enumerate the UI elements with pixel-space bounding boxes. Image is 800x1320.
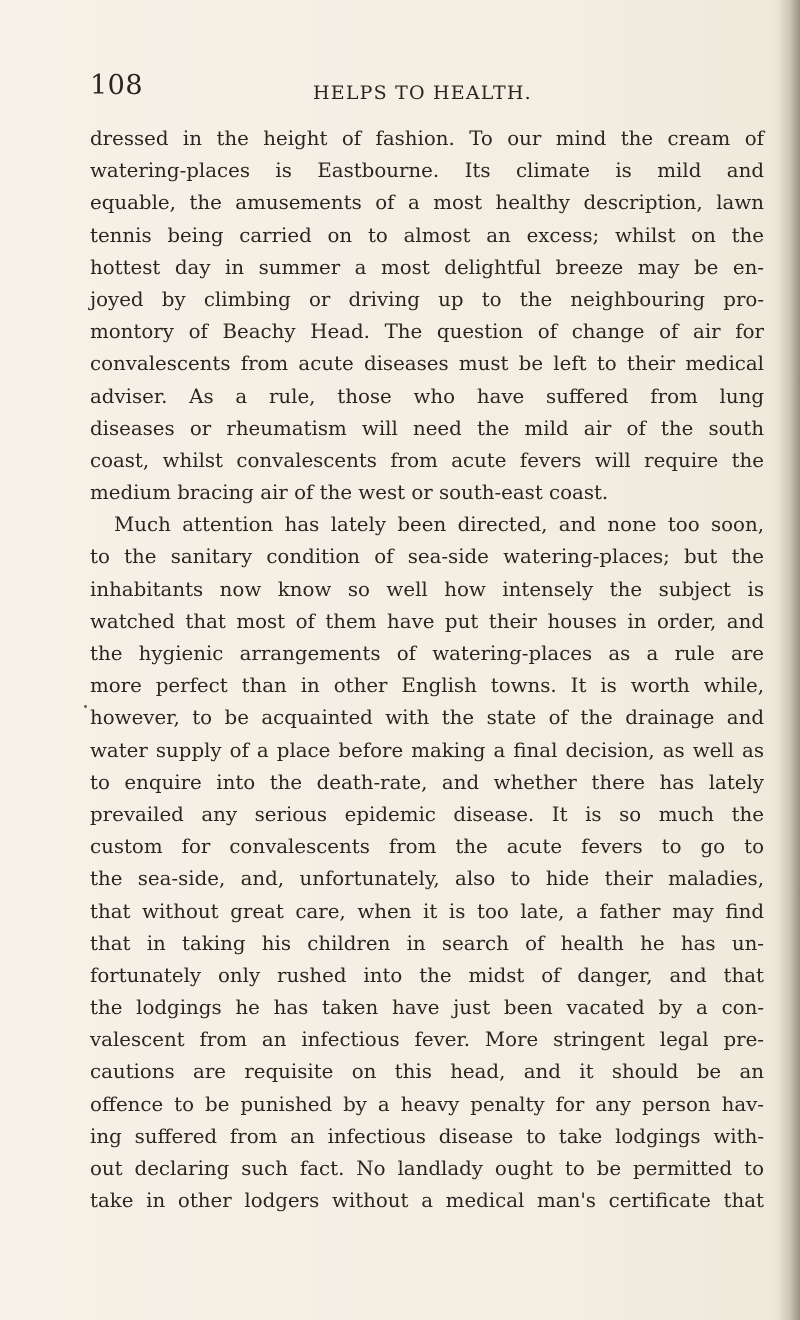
text-line: to the sanitary condition of sea-side watering-places; but the bbox=[90, 545, 764, 569]
text-line: coast, whilst convalescents from acute fevers will require the bbox=[90, 448, 764, 472]
text-line: custom for convalescents from the acute fevers to go to bbox=[90, 835, 764, 859]
text-line: watering-places is Eastbourne. Its climate is mild and bbox=[90, 159, 764, 183]
text-line: fortunately only rushed into the midst of danger, and that bbox=[90, 963, 764, 987]
page-edge-shadow bbox=[778, 0, 800, 1320]
text-line: valescent from an infectious fever. More stringent legal pre- bbox=[90, 1028, 764, 1052]
text-line: however, to be acquainted with the state of the drainage and bbox=[90, 706, 764, 730]
text-line: water supply of a place before making a final decision, as well as bbox=[90, 738, 764, 762]
text-line: that without great care, when it is too late, a father may find bbox=[90, 899, 764, 923]
text-line: take in other lodgers without a medical man's certificate that bbox=[90, 1189, 764, 1213]
text-line: watched that most of them have put their houses in order, and bbox=[90, 609, 764, 633]
text-line: dressed in the height of fashion. To our mind the cream of bbox=[90, 127, 764, 150]
running-head: HELPS TO HEALTH. bbox=[313, 82, 532, 104]
text-line: the sea-side, and, unfortunately, also to hide their maladies, bbox=[90, 867, 764, 891]
text-line: equable, the amusements of a most healthy description, lawn bbox=[90, 191, 764, 215]
text-line: ing suffered from an infectious disease to take lodgings with- bbox=[90, 1124, 764, 1148]
text-line: out declaring such fact. No landlady ought to be permitted to bbox=[90, 1157, 764, 1180]
text-line: prevailed any serious epidemic disease. It is so much the bbox=[90, 802, 764, 826]
body-text bbox=[90, 123, 764, 1217]
text-line: that in taking his children in search of health he has un- bbox=[90, 931, 764, 955]
text-line: cautions are requisite on this head, and it should be an bbox=[90, 1060, 764, 1084]
text-line: hottest day in summer a most delightful breeze may be en- bbox=[90, 255, 764, 279]
text-line: joyed by climbing or driving up to the neighbouring pro- bbox=[90, 287, 764, 311]
page-number: 108 bbox=[90, 70, 144, 101]
ink-speck bbox=[84, 705, 87, 708]
text-line: to enquire into the death-rate, and whether there has lately bbox=[90, 770, 764, 794]
text-line: montory of Beachy Head. The question of change of air for bbox=[90, 320, 764, 344]
text-line: the lodgings he has taken have just been vacated by a con- bbox=[90, 996, 764, 1020]
text-line: inhabitants now know so well how intensely the subject is bbox=[90, 577, 764, 601]
text-line: convalescents from acute diseases must be left to their medical bbox=[90, 352, 764, 376]
text-line: diseases or rheumatism will need the mild air of the south bbox=[90, 416, 764, 440]
text-line: tennis being carried on to almost an excess; whilst on the bbox=[90, 223, 764, 247]
text-line: Much attention has lately been directed, and none too soon, bbox=[114, 513, 764, 537]
text-line: the hygienic arrangements of watering-places as a rule are bbox=[90, 642, 764, 665]
text-line: medium bracing air of the west or south-east coast. bbox=[90, 481, 609, 505]
text-line: more perfect than in other English towns. It is worth while, bbox=[90, 674, 764, 698]
page-header bbox=[90, 70, 770, 116]
text-line: offence to be punished by a heavy penalty for any person hav- bbox=[90, 1092, 764, 1116]
text-line: adviser. As a rule, those who have suffered from lung bbox=[90, 384, 764, 408]
